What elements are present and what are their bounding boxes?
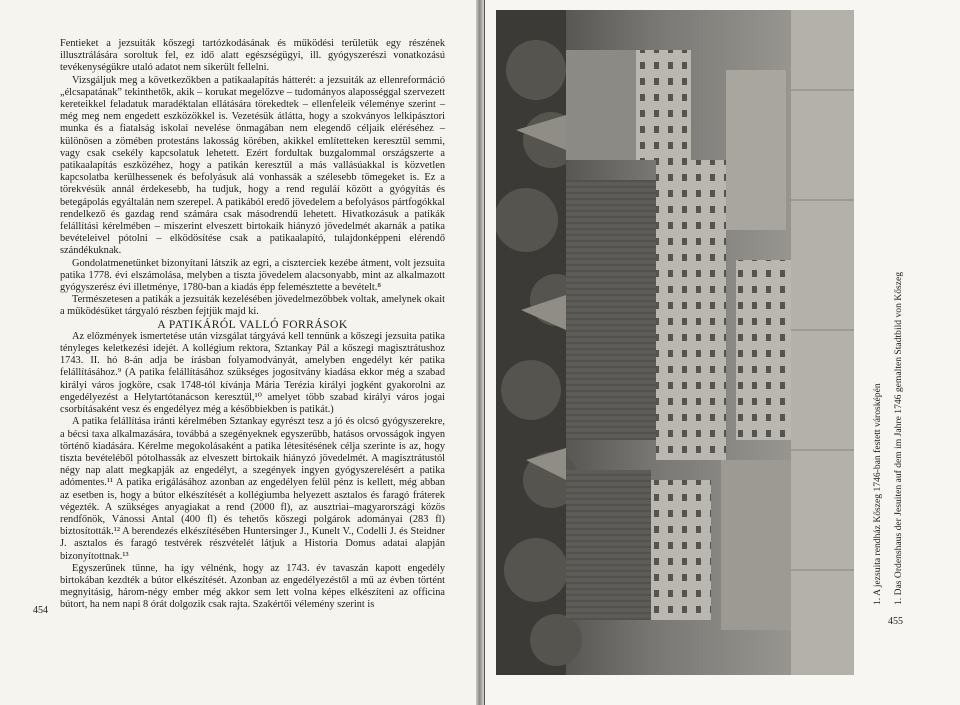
page-number-left: 454	[33, 605, 48, 616]
town-painting-image	[496, 10, 854, 675]
paragraph: Vizsgáljuk meg a következőkben a patikaalapítás hátterét: a jezsuiták az ellenreformáció „élcsapatának” tekinthetők, akik – korukat megelőzve – tudományos alaposséggal szervezett kereteikkel feladatuk maradéktalan ellátására törekedtek – ellenfeleik véleménye szerint – még meg nem engedett eszközökkel is. Vezetésük átlátta, hogy a szokványos lelkipásztori munka és a fiatalság iskolai nevelése önmagában nem elegendő céljaik eléréséhez – különösen a zömében protestáns lakosság körében, akikkel említetteken keresztül semmi, vagy csak csekély kapcsolatuk lehetett. Ezért fordultak buzgalommal országszerte a patikaalapítás eszközéhez, hogy a patikán keresztül a más vallásúakkal is közvetlen kapcsolatba kerülhessenek és befolyásuk alá vonhassák a szélesebb tömegeket is. Ez a törekvésük annál érdekesebb, ha tudjuk, hogy a rend reguláí között a gyógyítás és betegápolás egyáltalán nem szerepel. A patikából eredő jövedelem a befolyásos pártfogókkal rendelkező és gazdag rend számára csak másodrendű lehetett. Hivatkozásuk a patikák felállítási kérelmében – miszerint elveszett birtokaik hiányzó jövedelmét akarnák a patika bevételeivel pótolni – elködösítése csak a patikaalapító, tulajdonképpeni elérendő szándékuknak.	[60, 74, 445, 257]
page-number-right: 455	[888, 616, 903, 627]
caption-german: 1. Das Ordenshaus der Jesuiten auf dem im Jahre 1746 gemalten Stadtbild von Kőszeg	[893, 271, 904, 605]
paragraph: Egyszerűnek tűnne, ha így vélnénk, hogy az 1743. év tavaszán kapott engedély birtokában kezdték a bútor elkészítését. Azonban az engedélyezéstől a mű az évben történt megnyitásig, három-négy ember még akkor sem lett volna képes elkészíteni az officina bútort, ha nem napi 8 órát dolgozik csak rajta. Szakértői vélemény szerint is	[60, 562, 445, 611]
paragraph: A patika felállítása iránti kérelmében Sztankay egyrészt tesz a jó és olcsó gyógyszerekre, a bécsi taxa alkalmazására, továbbá a szegényeknek egyszerűbb, hatásos orvosságok ingyen történő kiadására. Kérelme megokolásaként a patika létesítésének célja szerinte is az, hogy tiszta bevételéből pótolhassák az elveszett birtokaik hiányzó jövedelmét. A magisztrátustól négy nap alatt megkapják az engedélyt, a szegények ingyen gyógyszerelésért a patika adómentes.¹¹ A patika erigálásához azonban az engedélyen felül pénz is kellett, még abban az esetben is, hogy a bútor elkészítését a kollégiumba helyezett asztalos és faragó fráterek végezték. A szükséges anyagiakat a rend (2000 fl), az ausztriai–magyarországi közös rendfőnök, Vánossi Antal (400 fl) és tehetős kőszegi polgárok adományai (283 fl) biztosították.¹² A berendezés elkészítésében Huntersinger J., Kunelt V., Codelli J. és Steidner J. asztalos és faragó testvérek részvételét látjuk a Historia Domus adatai alapján bizonyítottnak.¹³	[60, 416, 445, 562]
section-heading: A PATIKÁRÓL VALLÓ FORRÁSOK	[157, 318, 348, 331]
book-gutter	[476, 0, 484, 705]
caption-hungarian: 1. A jezsuita rendház Kőszeg 1746-ban festett városképén	[872, 383, 883, 605]
town-view-illustration	[496, 10, 854, 675]
paragraph: Természetesen a patikák a jezsuiták kezelésében jövedelmezőbbek voltak, amelynek okait a működésüket tárgyaló részben fejtjük majd ki.	[60, 294, 445, 318]
paragraph: Az előzmények ismertetése után vizsgálat tárgyává kell tennünk a kőszegi jezsuita patika tényleges keletkezési idejét. A kollégium rektora, Sztankay Pál a kőszegi magisztrátushoz 1743. II. hó 8-án adja be írásban folyamodványát, amelyben engedélyt kér patika felállításához.⁹ (A patika felállításához szükséges jogosítvány kiadása ekkor még a szabad királyi város jogköre, csak 1748-tól kívánja Mária Terézia királyi jogként gyakorolni az engedélyezést a Helytartótanácson keresztül,¹⁰ amelyet több szabad királyi város jogai csorbításaként vesz és engedélyez még a későbbiekben is patikát.)	[60, 330, 445, 416]
left-page-text	[60, 38, 445, 612]
paragraph: Fentieket a jezsuiták kőszegi tartózkodásának és működési területük egy részének illusztrálására soroltuk fel, ez idő alatt egészségügyi, ill. gyógyszerészi vonatkozású tevékenységükre utaló adatot nem sikerült fellelni.	[60, 38, 445, 74]
paragraph: Gondolatmenetünket bizonyítani látszik az egri, a ciszterciek kezébe átment, volt jezsuita patika 1778. évi elszámolása, melyben a tiszta jövedelem alacsonyabb, mint az alkalmazott gyógyszerész évi illetménye, 1780-ban a kiadás épp felemésztette a bevételt.⁸	[60, 257, 445, 294]
left-page	[0, 0, 478, 705]
page-edge	[484, 0, 485, 705]
